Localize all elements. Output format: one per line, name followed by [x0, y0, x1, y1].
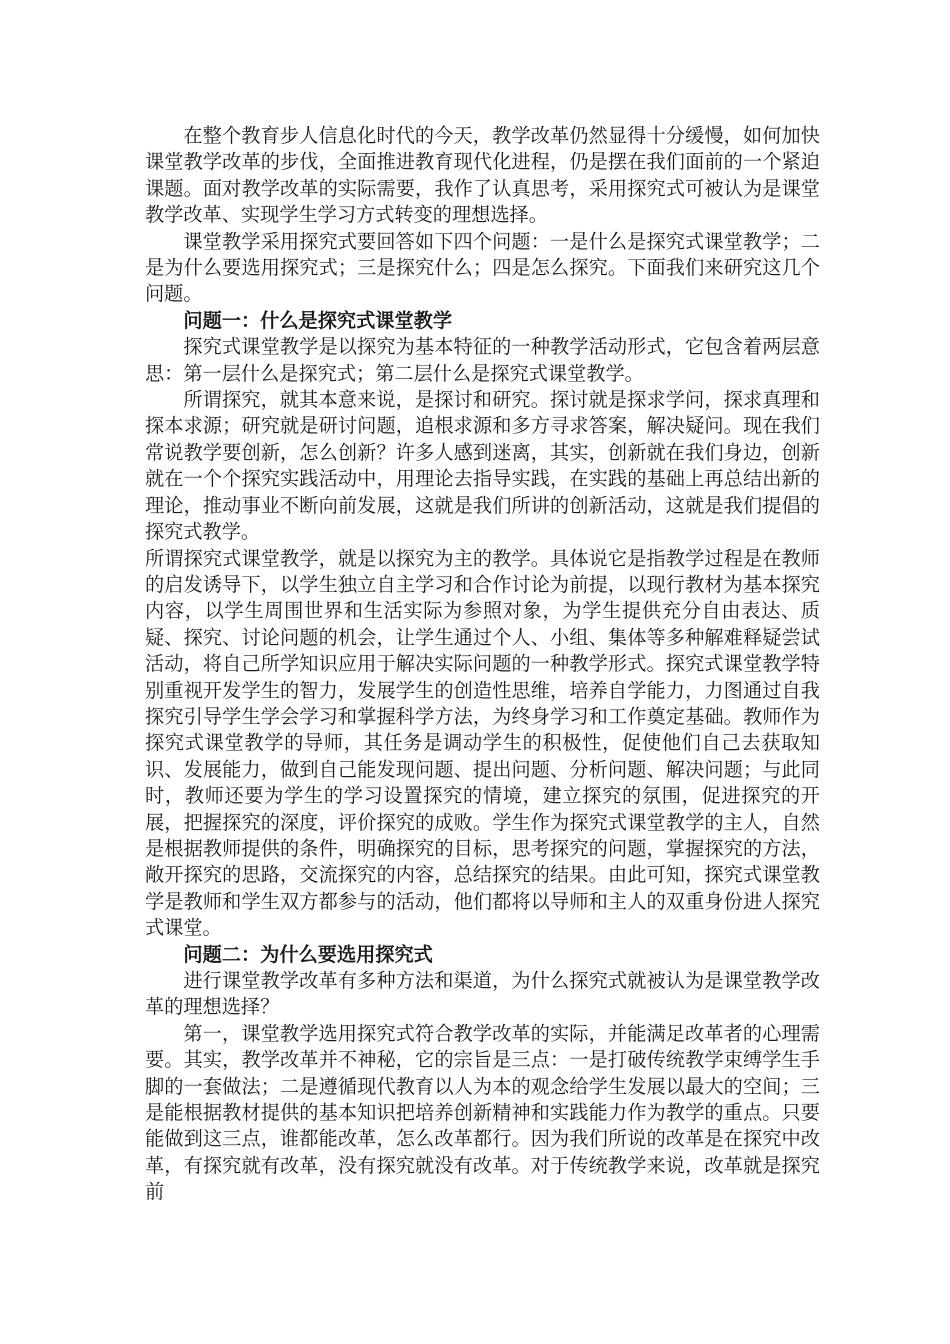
paragraph-first-reason: 第一，课堂教学选用探究式符合教学改革的实际，并能满足改革者的心理需要。其实，教学改革并不神秘，它的宗旨是三点：一是打破传统教学束缚学生手脚的一套做法；二是遵循现代教育以人为本的观念给学生发展以最大的空间；三是能根据教材提供的基本知识把培养创新精神和实践能力作为教学的重点。只要能做到这三点，谁都能改革，怎么改革都行。因为我们所说的改革是在探究中改革，有探究就有改革，没有探究就没有改革。对于传统教学来说，改革就是探究前 [145, 1021, 820, 1204]
document-body [145, 123, 820, 1206]
paragraph-definition: 探究式课堂教学是以探究为基本特征的一种教学活动形式，它包含着两层意思：第一层什么是探究式；第二层什么是探究式课堂教学。 [145, 335, 820, 385]
paragraph-why-inquiry: 进行课堂教学改革有多种方法和渠道，为什么探究式就被认为是课堂教学改革的理想选择？ [145, 969, 820, 1019]
section-heading-question-two: 问题二：为什么要选用探究式 [183, 942, 433, 966]
paragraph-inquiry-classroom: 所谓探究式课堂教学，就是以探究为主的教学。具体说它是指教学过程是在教师的启发诱导下，以学生独立自主学习和合作讨论为前提，以现行教材为基本探究内容，以学生周围世界和生活实际为参照对象，为学生提供充分自由表达、质疑、探究、讨论问题的机会，让学生通过个人、小组、集体等多种解难释疑尝试活动，将自己所学知识应用于解决实际问题的一种教学形式。探究式课堂教学特别重视开发学生的智力，发展学生的创造性思维，培养自学能力，力图通过自我探究引导学生学会学习和掌握科学方法，为终身学习和工作奠定基础。教师作为探究式课堂教学的导师，其任务是调动学生的积极性，促使他们自己去获取知识、发展能力，做到自己能发现问题、提出问题、分析问题、解决问题；与此同时，教师还要为学生的学习设置探究的情境，建立探究的氛围，促进探究的开展，把握探究的深度，评价探究的成败。学生作为探究式课堂教学的主人，自然是根据教师提供的条件，明确探究的目标，思考探究的问题，掌握探究的方法，敞开探究的思路，交流探究的内容，总结探究的结果。由此可知，探究式课堂教学是教师和学生双方都参与的活动，他们都将以导师和主人的双重身份进人探究式课堂。 [145, 546, 820, 940]
section-heading-question-one: 问题一：什么是探究式课堂教学 [183, 308, 453, 332]
paragraph-intro: 在整个教育步人信息化时代的今天，教学改革仍然显得十分缓慢，如何加快课堂教学改革的步伐，全面推进教育现代化进程，仍是摆在我们面前的一个紧迫课题。面对教学改革的实际需要，我作了认真思考，采用探究式可被认为是课堂教学改革、实现学生学习方式转变的理想选择。 [145, 124, 820, 227]
paragraph-what-is-inquiry: 所谓探究，就其本意来说，是探讨和研究。探讨就是探求学问，探求真理和探本求源；研究就是研讨问题，追根求源和多方寻求答案，解决疑问。现在我们常说教学要创新，怎么创新？许多人感到迷离，其实，创新就在我们身边，创新就在一个个探究实践活动中，用理论去指导实践，在实践的基础上再总结出新的理论，推动事业不断向前发展，这就是我们所讲的创新活动，这就是我们提倡的探究式教学。 [145, 388, 820, 544]
paragraph-four-questions: 课堂教学采用探究式要回答如下四个问题：一是什么是探究式课堂教学；二是为什么要选用探究式；三是探究什么；四是怎么探究。下面我们来研究这几个问题。 [145, 229, 820, 306]
